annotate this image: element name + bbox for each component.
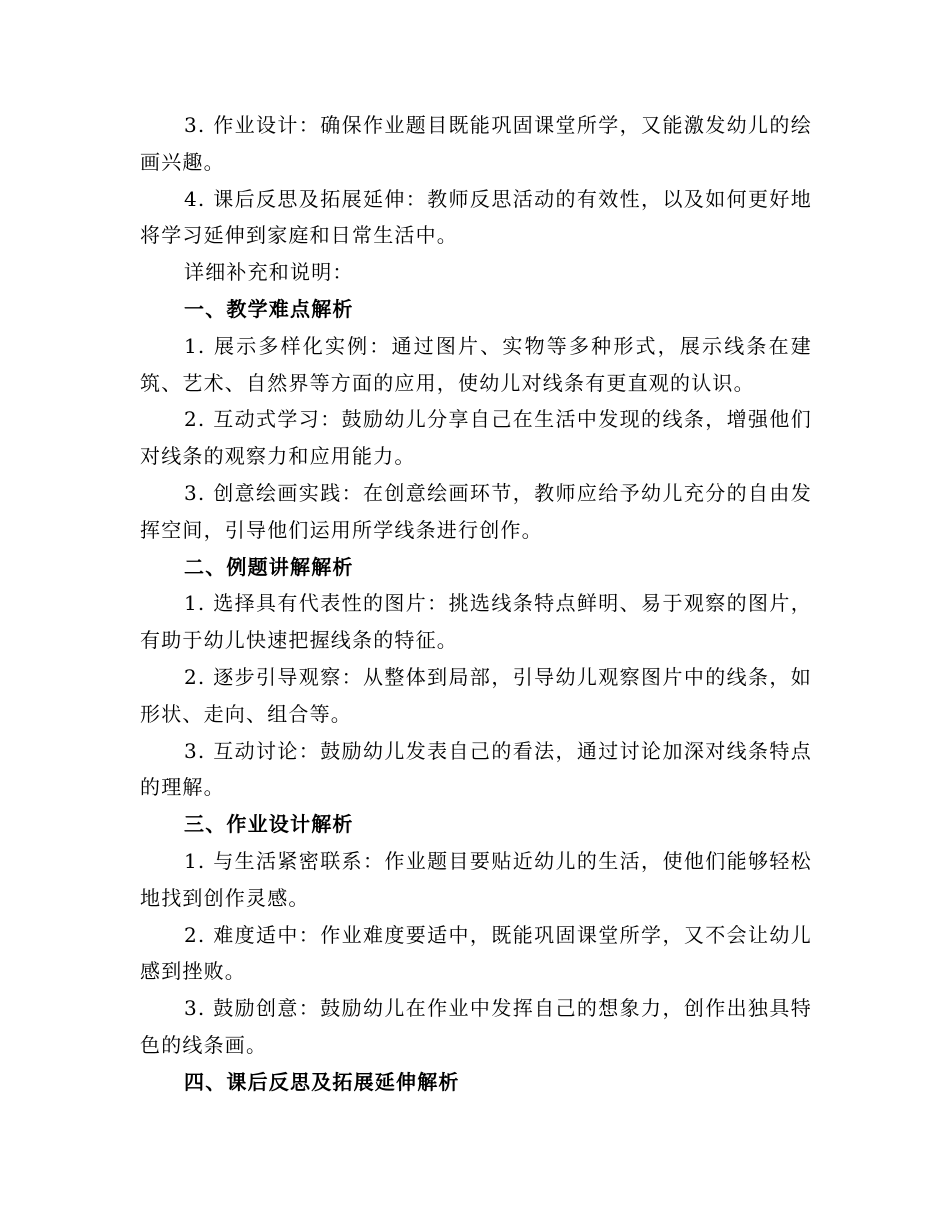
paragraph-homework-design: 3. 作业设计：确保作业题目既能巩固课堂所学，又能激发幼儿的绘画兴趣。 (140, 113, 812, 174)
paragraph-reflection-extension: 4. 课后反思及拓展延伸：教师反思活动的有效性，以及如何更好地将学习延伸到家庭和日常生活中。 (140, 186, 812, 248)
list-item-moderate-difficulty: 2. 难度适中：作业难度要适中，既能巩固课堂所学，又不会让幼儿感到挫败。 (140, 922, 812, 984)
paragraph-supplement-intro: 详细补充和说明： (184, 260, 354, 285)
section-heading-example-explanation: 二、例题讲解解析 (184, 554, 354, 579)
list-item-diverse-examples: 1. 展示多样化实例：通过图片、实物等多种形式，展示线条在建筑、艺术、自然界等方面的应用，使幼儿对线条有更直观的认识。 (140, 333, 812, 395)
list-item-encourage-creativity: 3. 鼓励创意：鼓励幼儿在作业中发挥自己的想象力，创作出独具特色的线条画。 (140, 996, 812, 1057)
section-heading-teaching-difficulties: 一、教学难点解析 (184, 296, 354, 321)
list-item-creative-drawing: 3. 创意绘画实践：在创意绘画环节，教师应给予幼儿充分的自由发挥空间，引导他们运用所学线条进行创作。 (140, 480, 812, 542)
section-heading-homework-design: 三、作业设计解析 (184, 812, 354, 837)
list-item-representative-pictures: 1. 选择具有代表性的图片：挑选线条特点鲜明、易于观察的图片，有助于幼儿快速把握线条的特征。 (140, 591, 812, 653)
list-item-life-connection: 1. 与生活紧密联系：作业题目要贴近幼儿的生活，使他们能够轻松地找到创作灵感。 (140, 848, 812, 910)
document-body (140, 107, 812, 1101)
list-item-interactive-learning: 2. 互动式学习：鼓励幼儿分享自己在生活中发现的线条，增强他们对线条的观察力和应用能力。 (140, 407, 812, 469)
list-item-interactive-discussion: 3. 互动讨论：鼓励幼儿发表自己的看法，通过讨论加深对线条特点的理解。 (140, 738, 812, 800)
list-item-guided-observation: 2. 逐步引导观察：从整体到局部，引导幼儿观察图片中的线条，如形状、走向、组合等。 (140, 664, 812, 726)
section-heading-reflection-extension: 四、课后反思及拓展延伸解析 (184, 1069, 460, 1094)
